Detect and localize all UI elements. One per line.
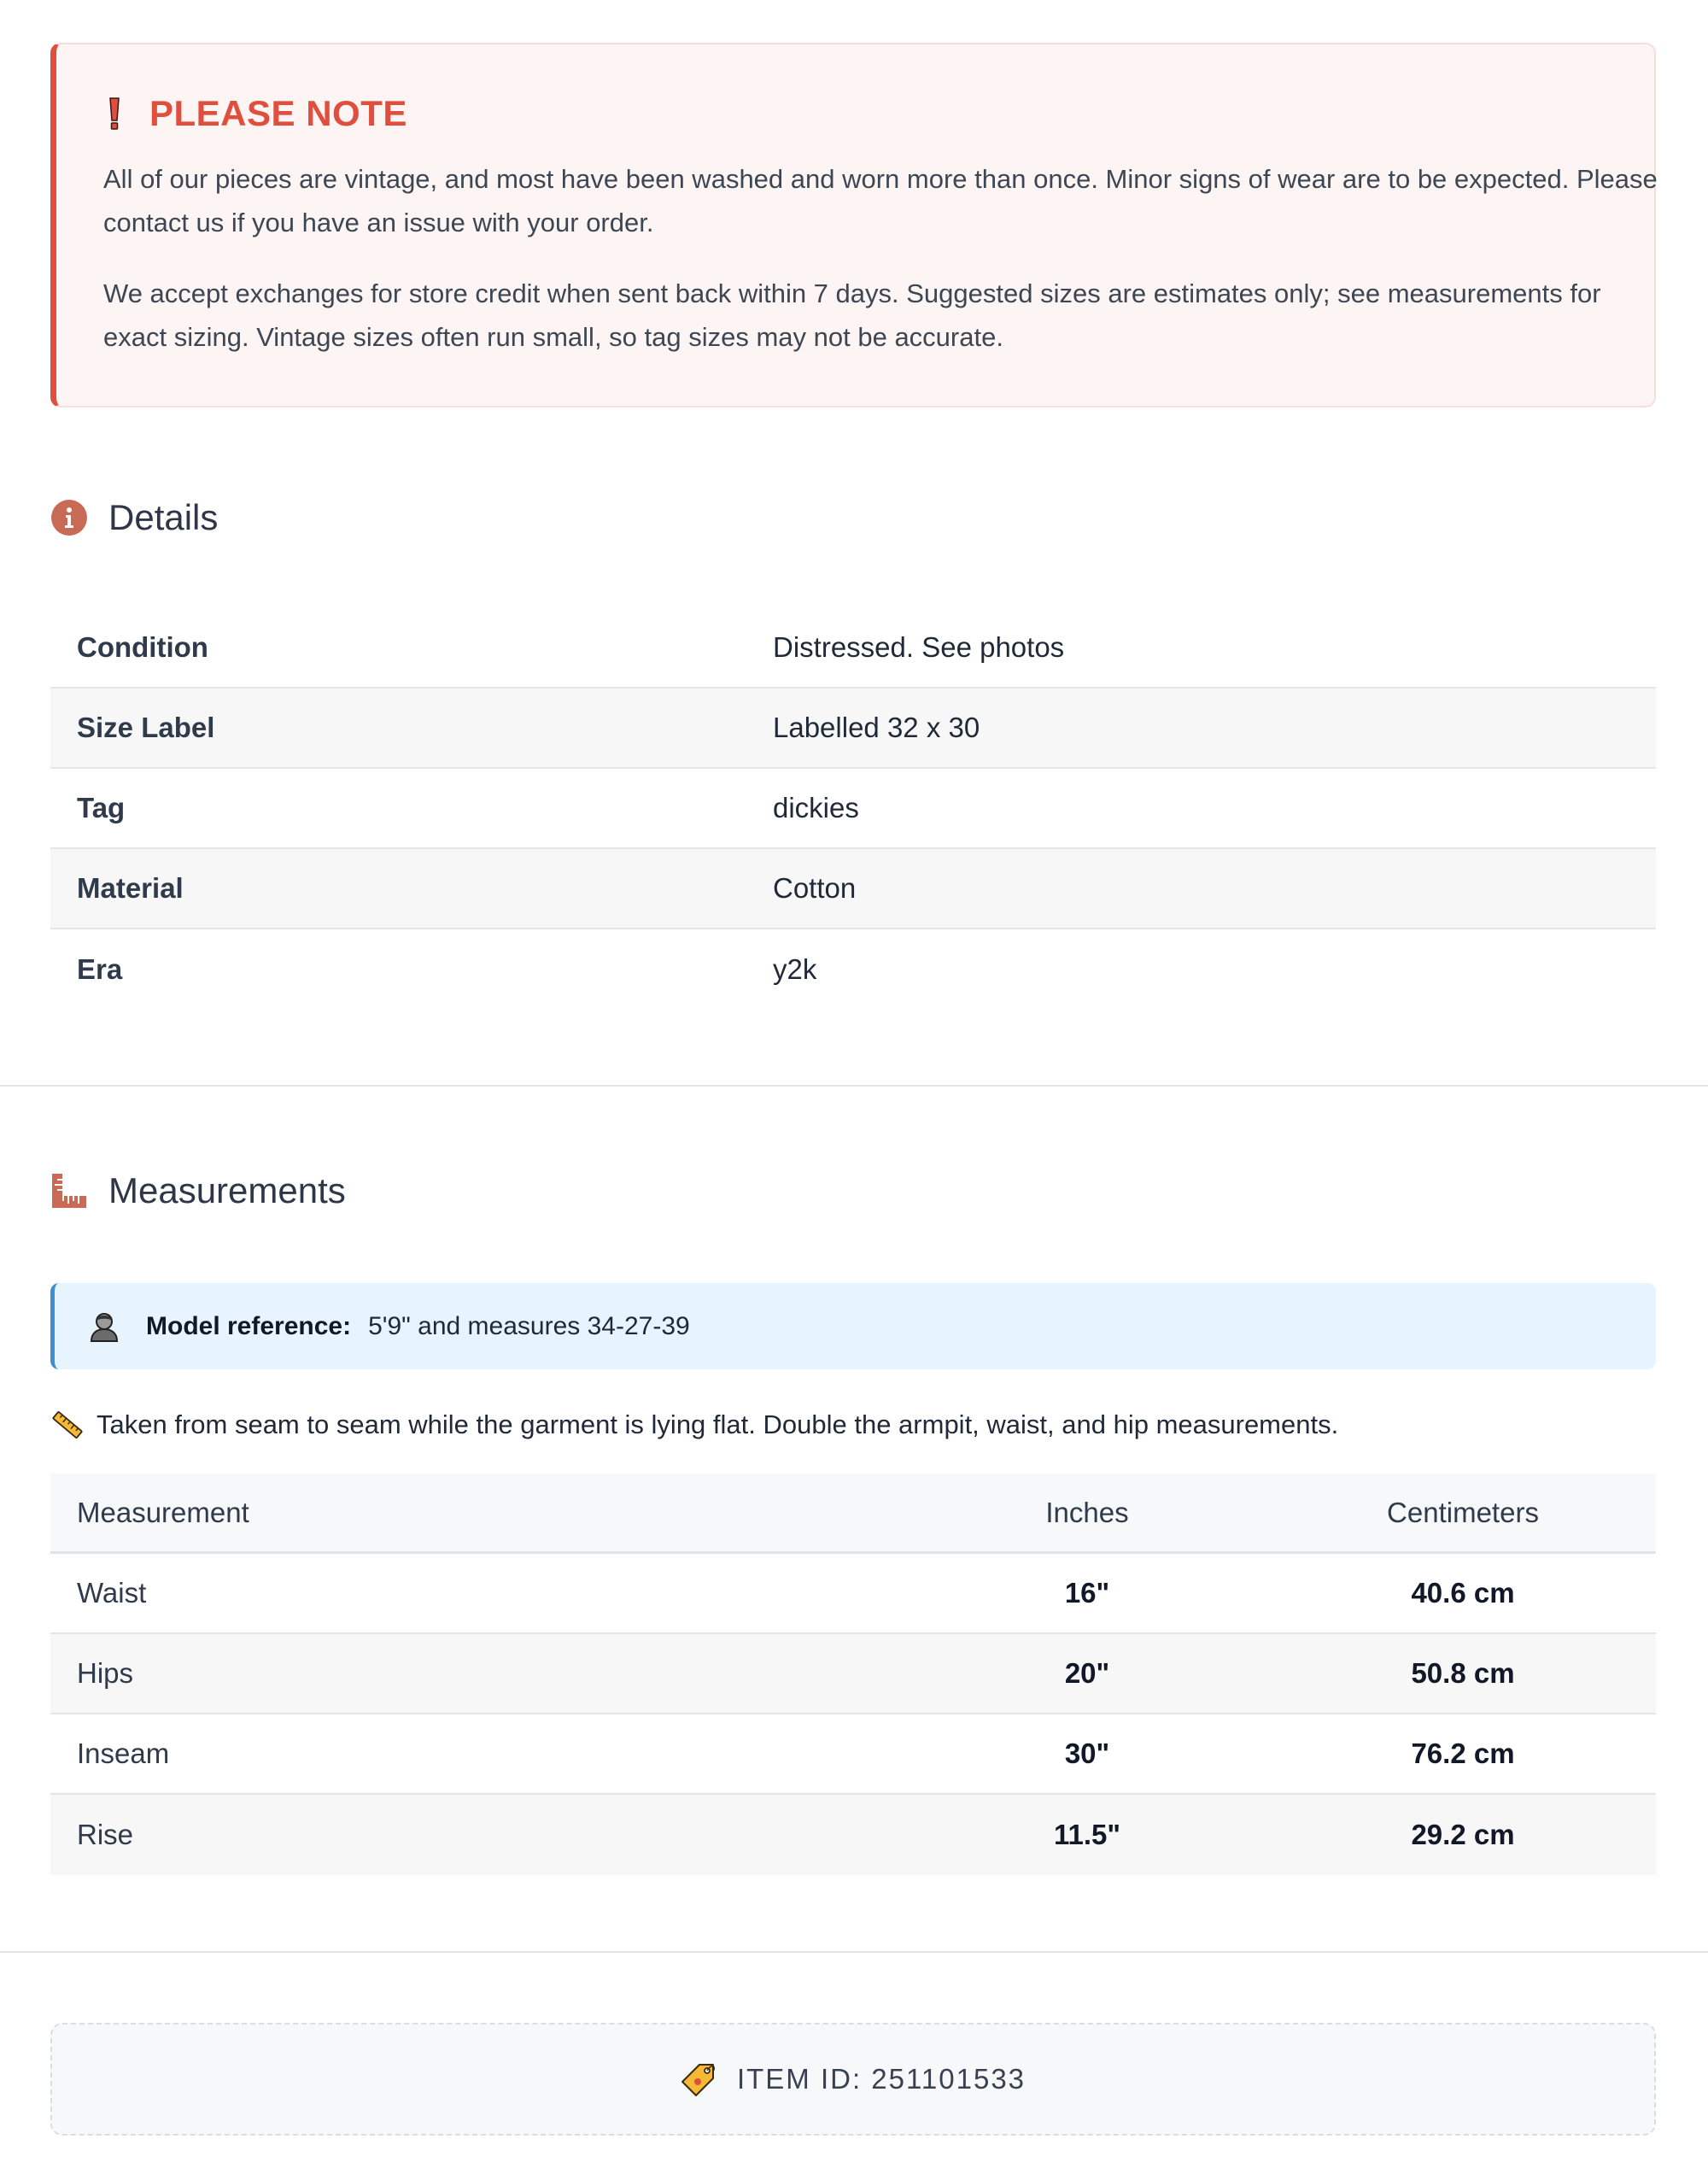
ruler-icon bbox=[50, 1172, 88, 1210]
ruler-pencil-icon bbox=[50, 1408, 85, 1442]
detail-value: Cotton bbox=[773, 872, 857, 904]
detail-value: y2k bbox=[773, 953, 817, 985]
measurement-note bbox=[50, 1408, 1338, 1442]
measurement-cm: 50.8 cm bbox=[1411, 1657, 1515, 1689]
detail-label: Era bbox=[77, 953, 123, 985]
detail-label: Size Label bbox=[77, 712, 215, 743]
measurements-table bbox=[50, 1474, 1656, 1875]
table-row bbox=[50, 1634, 1656, 1714]
measurement-inches: 30" bbox=[1064, 1738, 1110, 1769]
table-row bbox=[50, 1714, 1656, 1795]
measurements-title: Measurements bbox=[108, 1170, 346, 1210]
detail-value: Distressed. See photos bbox=[773, 631, 1065, 663]
detail-label: Condition bbox=[77, 631, 208, 663]
table-row bbox=[50, 769, 1656, 849]
detail-value: Labelled 32 x 30 bbox=[773, 712, 980, 743]
details-table bbox=[50, 608, 1656, 1010]
detail-label: Tag bbox=[77, 792, 126, 823]
measurement-inches: 16" bbox=[1064, 1577, 1110, 1609]
measurement-cm: 76.2 cm bbox=[1411, 1738, 1515, 1769]
info-circle-icon bbox=[50, 499, 88, 536]
model-reference-label: Model reference: bbox=[146, 1311, 352, 1340]
detail-label: Material bbox=[77, 872, 184, 904]
notice-title: PLEASE NOTE bbox=[149, 93, 407, 133]
notice-header bbox=[103, 92, 1654, 135]
table-row bbox=[50, 608, 1656, 689]
table-row bbox=[50, 849, 1656, 929]
measurements-header bbox=[50, 1170, 346, 1211]
measurement-cm: 29.2 cm bbox=[1411, 1819, 1515, 1850]
model-reference-value: 5'9" and measures 34-27-39 bbox=[368, 1311, 690, 1340]
details-header bbox=[50, 497, 218, 538]
measurement-inches: 20" bbox=[1064, 1657, 1110, 1689]
detail-value: dickies bbox=[773, 792, 859, 823]
measurement-name: Rise bbox=[77, 1819, 134, 1850]
person-icon bbox=[88, 1310, 120, 1343]
column-header-measurement: Measurement bbox=[77, 1496, 249, 1528]
measurement-note-text: Taken from seam to seam while the garment is lying flat. Double the armpit, waist, and hip measurements. bbox=[97, 1409, 1339, 1439]
notice-paragraph-2: We accept exchanges for store credit when sent back within 7 days. Suggested sizes are estimates only; see measurements for exact sizing. Vintage sizes often run small, so tag sizes may not be accurate. bbox=[103, 278, 1601, 352]
please-note-box bbox=[50, 43, 1656, 407]
table-row bbox=[50, 689, 1656, 769]
section-divider bbox=[0, 1085, 1708, 1087]
column-header-centimeters: Centimeters bbox=[1387, 1496, 1539, 1528]
table-row bbox=[50, 929, 1656, 1010]
measurement-name: Inseam bbox=[77, 1738, 170, 1769]
exclamation-icon bbox=[108, 97, 120, 131]
item-id-text: ITEM ID: 251101533 bbox=[736, 2063, 1027, 2095]
measurement-name: Hips bbox=[77, 1657, 134, 1689]
measurement-cm: 40.6 cm bbox=[1411, 1577, 1515, 1609]
section-divider bbox=[0, 1951, 1708, 1953]
table-row bbox=[50, 1554, 1656, 1634]
notice-paragraph-1: All of our pieces are vintage, and most have been washed and worn more than once. Minor signs of wear are to be expected. Please contact us if you have an issue with your order. bbox=[103, 164, 1658, 237]
table-header bbox=[50, 1474, 1656, 1554]
column-header-inches: Inches bbox=[1045, 1496, 1129, 1528]
table-row bbox=[50, 1795, 1656, 1875]
tag-icon bbox=[681, 2061, 717, 2097]
model-reference-box bbox=[50, 1283, 1656, 1369]
measurement-inches: 11.5" bbox=[1053, 1819, 1121, 1850]
measurement-name: Waist bbox=[77, 1577, 147, 1609]
details-title: Details bbox=[108, 497, 219, 537]
item-id-box bbox=[50, 2023, 1656, 2136]
